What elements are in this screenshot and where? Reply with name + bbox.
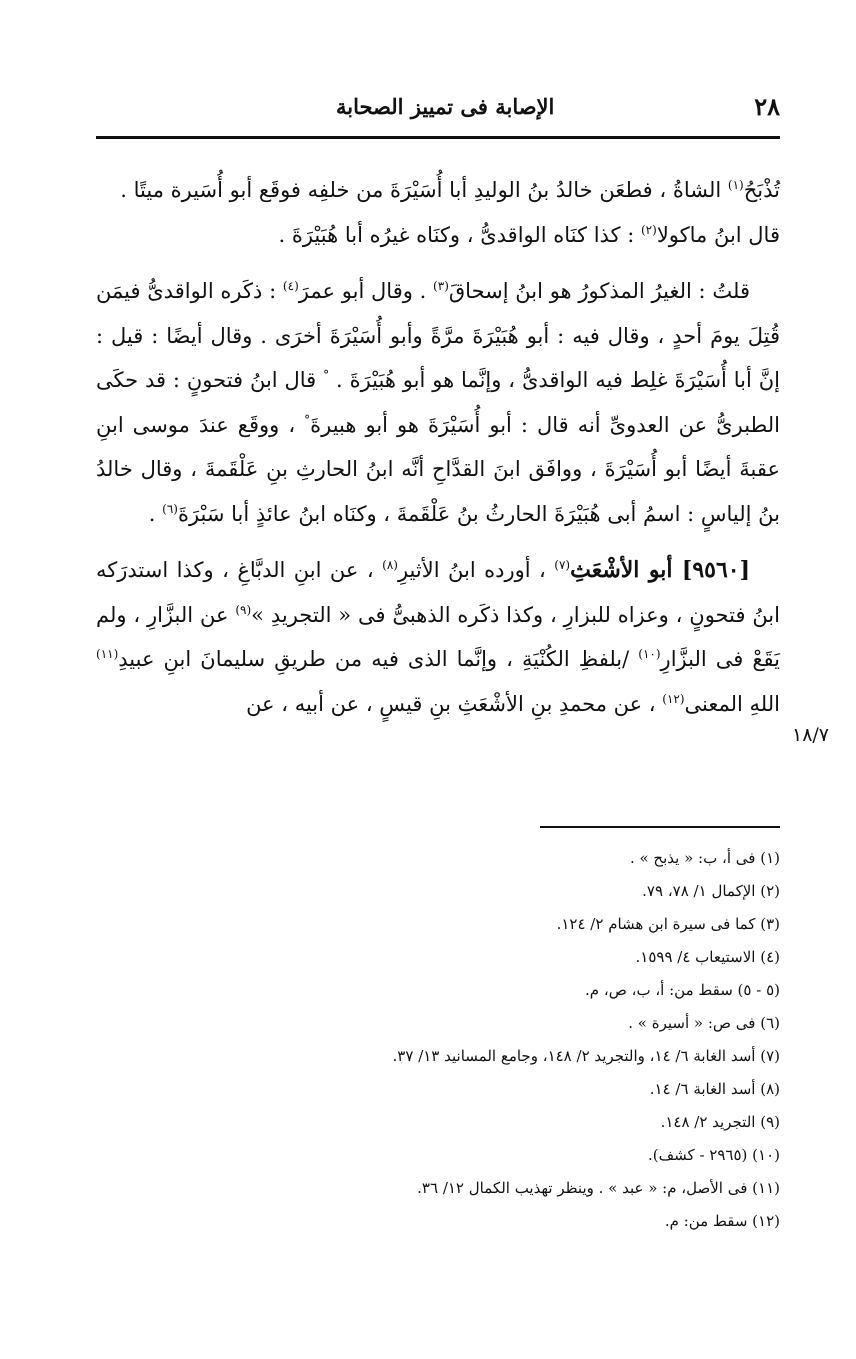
text-run: ، ووقَع عندَ موسى ابنِ عقبةَ أيضًا أبو أُسَيْرَةَ ، ووافَق ابنَ القدَّاحِ أنَّه ابنُ الحارثِ بنِ عَلْقَمةَ ، وقال خالدُ بنُ إلياسٍ : اسمُ أبى هُبَيْرَةَ الحارثُ بنُ عَلْقَمةَ ، وكنَاه ابنُ عائذٍ أبا سَبْرَةَ xyxy=(96,412,780,526)
footnote-ref[interactable]: (١٠) xyxy=(638,647,661,661)
margin-volume-page-note: ١٨/٧ xyxy=(792,724,830,746)
footnote-8: (٨) أسد الغابة ٦/ ١٤. xyxy=(649,1080,780,1098)
footnote-ref[interactable]: (٤) xyxy=(282,279,299,293)
paragraph-3 xyxy=(96,548,780,726)
footnote-ref[interactable]: (١٢) xyxy=(662,691,685,706)
text-run: : ذكَره الواقدىُّ فيمَن قُتِلَ يومَ أحدٍ ، وقال فيه : أبو هُبَيْرَةَ مرَّةً وأبو أُسَيْرَةَ أخرَى . وقال أيضًا : قيل : إنَّ أبا أُسَيْرَةَ غلِط فيه الواقدىُّ ، وإنَّما هو أبو هُبَيْرَةَ . xyxy=(96,279,780,392)
text-run: قال ابنُ فتحونٍ : قد حكَى الطبرىُّ عن العدوىِّ أنه قال : أبو أُسَيْرَةَ هو أبو هبيرةَ xyxy=(96,368,780,437)
text-run: عن البزَّارِ ، ولم يَقَعْ فى البزَّارِ xyxy=(96,602,780,671)
footnote-5: (٥ - ٥) سقط من: أ، ب، ص، م. xyxy=(585,981,780,999)
footnote-ref[interactable]: (٢) xyxy=(640,222,657,237)
footnote-ref[interactable]: (١) xyxy=(727,178,744,192)
text-run: قال ابنُ ماكولا xyxy=(656,222,780,247)
footnote-1: (١) فى أ، ب: « يذبح » . xyxy=(629,849,780,867)
footnote-ref[interactable]: (٦) xyxy=(162,501,178,516)
text-run: /بلفظِ الكُنْيَةِ ، وإنَّما الذى فيه من طريقِ سليمانَ ابنِ عبيدِ xyxy=(118,647,639,671)
page-number: ٢٨ xyxy=(754,92,780,121)
text-run: الشاةُ ، فطعَن خالدُ بنُ الوليدِ أبا أُسَيْرَةَ من خلفِه فوقَع أبو أُسَيرة ميتًا . xyxy=(120,178,728,202)
footnote-2: (٢) الإكمال ١/ ٧٨، ٧٩. xyxy=(642,882,780,900)
footnote-ref[interactable]: (٩) xyxy=(235,602,252,617)
footnote-ref[interactable]: (٣) xyxy=(433,279,449,293)
footnote-separator xyxy=(540,826,780,828)
text-run: : كذا كنَاه الواقدىُّ ، وكنَاه غيرُه أبا هُبَيْرَةَ . xyxy=(278,222,641,247)
text-run: ، عن ابنِ الدبَّاغِ ، وكذا استدرَكه ابنُ فتحونٍ ، وعزاه للبزارِ ، وكذا ذكَره الذهبىُّ فى « التجريدِ » xyxy=(96,558,780,627)
footnote-11: (١١) فى الأصل، م: « عبد » . وينظر تهذيب الكمال ١٢/ ٣٦. xyxy=(417,1179,780,1197)
text-run: ، عن محمدِ بنِ الأشْعَثِ بنِ قيسٍ ، عن أبيه ، عن xyxy=(246,691,663,716)
header-rule xyxy=(96,136,780,139)
text-run: قلتُ : الغيرُ المذكورُ هو ابنُ إسحاقَ xyxy=(448,279,750,303)
text-run: . xyxy=(148,501,163,526)
main-text xyxy=(96,168,780,726)
footnote-9: (٩) التجريد ٢/ ١٤٨. xyxy=(660,1113,780,1131)
text-run: . وقال أبو عمرَ xyxy=(298,279,434,303)
text-run: اللهِ المعنى xyxy=(684,691,780,716)
footnote-7: (٧) أسد الغابة ٦/ ١٤، والتجريد ٢/ ١٤٨، وجامع المسانيد ١٣/ ٣٧. xyxy=(392,1047,780,1065)
footnote-ref[interactable]: (٧) xyxy=(554,558,571,572)
footnote-3: (٣) كما فى سيرة ابن هشام ٢/ ١٢٤. xyxy=(556,915,780,933)
footnote-6: (٦) فى ص: « أسيرة » . xyxy=(628,1014,780,1032)
text-run: ، أورده ابنُ الأثيرِ xyxy=(397,558,555,582)
footnote-12: (١٢) سقط من: م. xyxy=(664,1212,780,1230)
paragraph-1 xyxy=(96,168,780,257)
entry-heading: [٩٥٦٠] أبو الأشْعَثِ xyxy=(570,557,750,583)
footnote-ref[interactable]: ° xyxy=(304,412,311,427)
footnotes xyxy=(240,842,780,1238)
page-header xyxy=(96,88,780,128)
footnote-4: (٤) الاستيعاب ٤/ ١٥٩٩. xyxy=(635,948,780,966)
running-title: الإصابة فى تمييز الصحابة xyxy=(336,94,555,119)
footnote-10: (١٠) (٢٩٦٥ - كشف). xyxy=(648,1146,780,1164)
paragraph-2 xyxy=(96,269,780,536)
footnote-ref[interactable]: (١١) xyxy=(96,647,119,661)
text-run: تُذْبَحُ xyxy=(743,178,780,202)
footnote-ref[interactable]: ° xyxy=(323,368,330,382)
footnote-ref[interactable]: (٨) xyxy=(382,558,398,572)
